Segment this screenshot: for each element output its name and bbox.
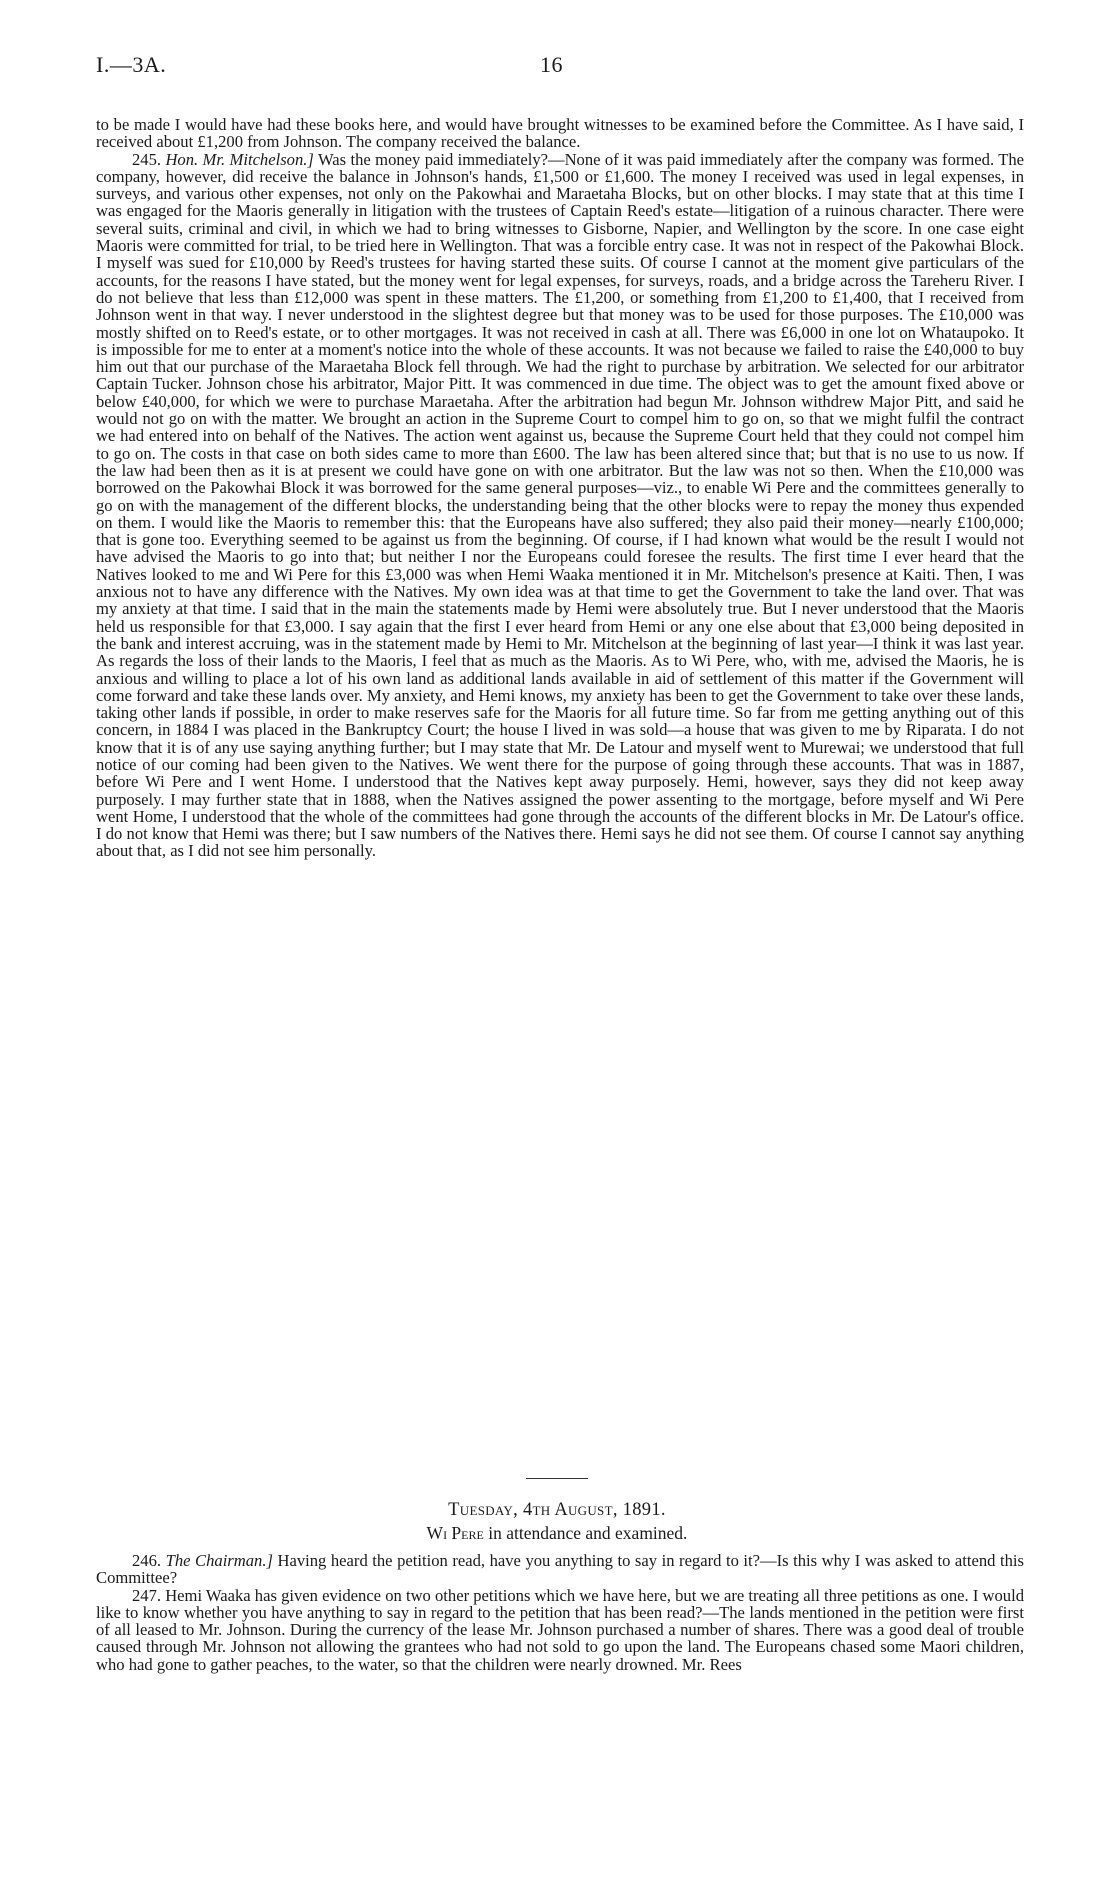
- question-245: [96, 151, 1024, 860]
- session-date-heading: Tuesday, 4th August, 1891.: [448, 1500, 666, 1520]
- witness-status: in attendance and examined.: [483, 1523, 688, 1543]
- question-247: 247. Hemi Waaka has given evidence on two other petitions which we have here, but we are treating all three petitions as one. I would like to know whether you have anything to say in regard to the petition that has been read?—The lands mentioned in the petition were first of all leased to Mr. Johnson. During the currency of the lease Mr. Johnson purchased a number of shares. There was a good deal of trouble caused through Mr. Johnson not allowing the grantees who had not sold to go upon the land. The Europeans chased some Maori children, who had gone to gather peaches, to the water, so that the children were nearly drowned. Mr. Rees: [96, 1585, 1024, 1674]
- question-246: [96, 1552, 1024, 1587]
- question-number: 246.: [132, 1551, 162, 1570]
- paragraph-continuation: to be made I would have had these books here, and would have brought witnesses to be examined before the Committee. As I have said, I received about £1,200 from Johnson. The company received the balance.: [96, 115, 1024, 152]
- question-answer-text: Was the money paid immediately?—None of it was paid immediately after the company was formed. The company, however, did receive the balance in Johnson's hands, £1,500 or £1,600. The money I received was used in legal expenses, in surveys, and various other expenses, not only on the Pakowhai and Maraetaha Blocks, but on other blocks. I may state that at this time I was engaged for the Maoris generally in litigation with the trustees of Captain Reed's estate—litigation of a ruinous character. There were several suits, criminal and civil, in which we had to bring witnesses to Gisborne, Napier, and Wellington by the score. In one case eight Maoris were committed for trial, to be tried here in Wellington. That was a forcible entry case. It was not in respect of the Pakowhai Block. I myself was sued for £10,000 by Reed's trustees for having started these suits. Of course I cannot at the moment give particulars of the accounts, for the reasons I have stated, but the money went for legal expenses, for surveys, roads, and a bridge across the Tareheru River. I do not believe that less than £12,000 was spent in these matters. The £1,200, or something from £1,200 to £1,400, that I received from Johnson went in that way. I never understood in the slightest degree but that money was to be used for those purposes. The £10,000 was mostly shifted on to Reed's estate, or to other mortgages. It was not received in cash at all. There was £6,000 in one lot on Whataupoko. It is impossible for me to enter at a moment's notice into the whole of these accounts. It was not because we failed to raise the £40,000 to buy him out that our purchase of the Maraetaha Block fell through. We had the right to purchase by arbitration. We selected for our arbitrator Captain Tucker. Johnson chose his arbitrator, Major Pitt. It was commenced in due time. The object was to get the amount fixed above or below £40,000, for which we were to purchase Maraetaha. After the arbitration had begun Mr. Johnson withdrew Major Pitt, and said he would not go on with the matter. We brought an action in the Supreme Court to compel him to go on, so that we might fulfil the contract we had entered into on behalf of the Natives. The action went against us, because the Supreme Court held that they could not compel him to go on. The costs in that case on both sides came to more than £600. The law has been altered since that; but that is no use to us now. If the law had been then as it is at present we could have gone on with one arbitrator. But the law was not so then. When the £10,000 was borrowed on the Pakowhai Block it was borrowed for the same general purposes—viz., to enable Wi Pere and the committees generally to go on with the management of the different blocks, the understanding being that the other blocks were to repay the money thus expended on them. I would like the Maoris to remember this: that the Europeans have also suffered; they also paid their money—nearly £100,000; that is gone too. Everything seemed to be against us from the beginning. Of course, if I had known what would be the result I would not have advised the Maoris to go into that; but neither I nor the Europeans could foresee the results. The first time I ever heard that the Natives looked to me and Wi Pere for this £3,000 was when Hemi Waaka mentioned it in Mr. Mitchelson's presence at Kaiti. Then, I was anxious not to have any difference with the Natives. My own idea was at that time to get the Government to take the land over. That was my anxiety at that time. I said that in the main the statements made by Hemi were absolutely true. But I never understood that the Maoris held us responsible for that £3,000. I say again that the first I ever heard from Hemi or any one else about that £3,000 being deposited in the bank and interest accruing, was in the statement made by Hemi to Mr. Mitchelson at the beginning of last year—I think it was last year. As regards the loss of their lands to the Maoris, I feel that as much as the Maoris. As to Wi Pere, who, with me, advised the Maoris, he is anxious and willing to place a lot of his own land as additional lands available in aid of settlement of this matter if the Government will come forward and take these lands over. My anxiety, and Hemi knows, my anxiety has been to get the Government to take over these lands, taking other lands if possible, in order to make reserves safe for the Maoris for all future time. So far from me getting anything out of this concern, in 1884 I was placed in the Bankruptcy Court; the house I lived in was sold—a house that was given to me by Riparata. I do not know that it is of any use saying anything further; but I may state that Mr. De Latour and myself went to Murewai; we understood that full notice of our coming had been given to the Natives. We went there for the purpose of going through these accounts. That was in 1887, before Wi Pere and I went Home. I understood that the Natives kept away purposely. Hemi, however, says they did not keep away purposely. I may further state that in 1888, when the Natives assigned the power assenting to the mortgage, before myself and Wi Pere went Home, I understood that the whole of the committees had gone through the accounts of the different blocks in Mr. De Latour's office. I do not know that Hemi was there; but I saw numbers of the Natives there. Hemi says he did not see them. Of course I cannot say anything about that, as I did not see him personally.: [96, 149, 1024, 861]
- questioner-label: The Chairman.]: [165, 1551, 273, 1570]
- questioner-label: Hon. Mr. Mitchelson.]: [165, 149, 314, 169]
- page-number: 16: [540, 52, 563, 77]
- witness-heading: [0, 1523, 1114, 1544]
- parliamentary-paper-reference: I.—3A.: [96, 52, 167, 77]
- question-answer-text: Having heard the petition read, have you anything to say in regard to it?—Is this why I was asked to attend this Committee?: [96, 1551, 1024, 1588]
- section-divider: [526, 1478, 588, 1479]
- question-number: 245.: [132, 149, 162, 169]
- evidence-body-continued: [96, 116, 1024, 860]
- witness-name: Wi Pere: [426, 1523, 484, 1543]
- evidence-body-new-session: [96, 1552, 1024, 1673]
